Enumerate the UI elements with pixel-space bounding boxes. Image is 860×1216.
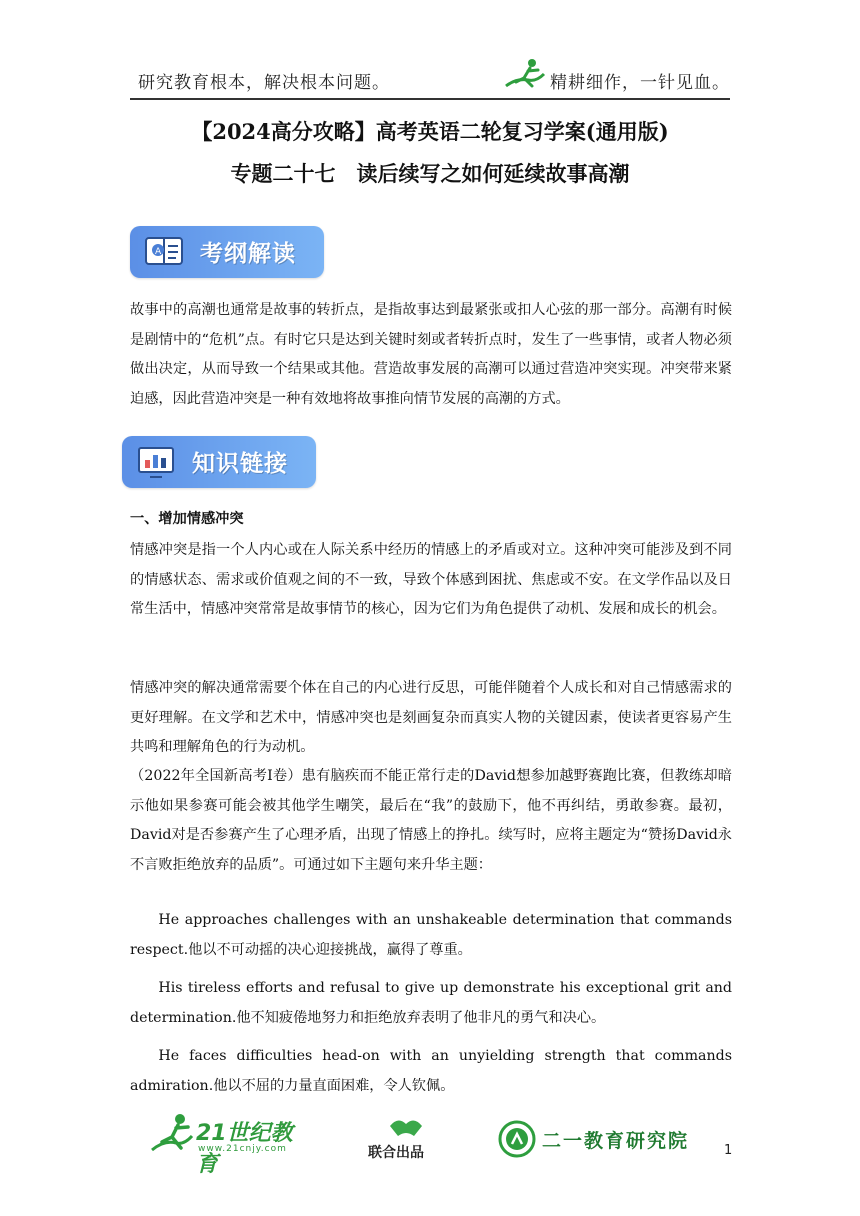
example-sentence-3: He faces difficulties head-on with an unyielding strength that commands admiration.他以不屈的力量直面困难，令人钦佩。 bbox=[130, 1048, 732, 1094]
body-paragraph-2: 情感冲突的解决通常需要个体在自己的内心进行反思，可能伴随着个人成长和对自己情感需求的更好理解。在文学和艺术中，情感冲突也是刻画复杂而真实人物的关键因素，使读者更容易产生共鸣和理解角色的行为动机。 bbox=[130, 680, 732, 755]
footer-logo1-text: 21世纪教育 bbox=[196, 1121, 293, 1177]
header-left-slogan: 研究教育根本，解决根本问题。 bbox=[138, 73, 390, 93]
section-label-kaogang: 考纲解读 bbox=[200, 241, 296, 267]
body-paragraph-1: 情感冲突是指一个人内心或在人际关系中经历的情感上的矛盾或对立。这种冲突可能涉及到不同的情感状态、需求或价值观之间的不一致，导致个体感到困扰、焦虑或不安。在文学作品以及日常生活中，情感冲突常常是故事情节的核心，因为它们为角色提供了动机、发展和成长的机会。 bbox=[130, 542, 732, 617]
section-banner-zhishi bbox=[122, 436, 316, 488]
section-label-zhishi: 知识链接 bbox=[192, 451, 288, 477]
footer-logo1-url: www.21cnjy.com bbox=[198, 1144, 287, 1154]
page-footer bbox=[150, 1110, 740, 1177]
section-banner-kaogang bbox=[130, 226, 324, 278]
runner-logo-icon bbox=[150, 1110, 194, 1158]
footer-logo-21cnjy bbox=[150, 1110, 310, 1177]
footer-logo2-text: 联合出品 bbox=[368, 1145, 424, 1161]
page-number: 1 bbox=[724, 1143, 733, 1158]
header-divider bbox=[130, 98, 730, 100]
handshake-icon bbox=[388, 1114, 424, 1140]
book-icon bbox=[144, 234, 184, 270]
document-title: 【2024高分攻略】高考英语二轮复习学案(通用版) bbox=[191, 119, 669, 144]
page-header bbox=[130, 56, 730, 100]
institute-seal-icon bbox=[498, 1120, 536, 1158]
subheading-emotional-conflict: 一、增加情感冲突 bbox=[130, 511, 244, 527]
footer-logo3-text: 二一教育研究院 bbox=[542, 1130, 690, 1152]
example-sentence-2: His tireless efforts and refusal to give up demonstrate his exceptional grit and determination.他不知疲倦地努力和拒绝放弃表明了他非凡的勇气和决心。 bbox=[130, 980, 732, 1026]
example-sentence-1: He approaches challenges with an unshakeable determination that commands respect.他以不可动摇的决心迎接挑战，赢得了尊重。 bbox=[130, 912, 732, 958]
document-subtitle: 专题二十七 读后续写之如何延续故事高潮 bbox=[230, 161, 630, 186]
body-paragraph-3: （2022年全国新高考I卷）患有脑疾而不能正常行走的David想参加越野赛跑比赛，但教练却暗示他如果参赛可能会被其他学生嘲笑，最后在“我”的鼓励下，他不再纠结，勇敢参赛。最初，David对是否参赛产生了心理矛盾，出现了情感上的挣扎。续写时，应将主题定为“赞扬David永不言败拒绝放弃的品质”。可通过如下主题句来升华主题： bbox=[130, 768, 732, 873]
header-right-slogan: 精耕细作，一针见血。 bbox=[550, 73, 730, 93]
footer-logo-institute bbox=[498, 1120, 708, 1160]
monitor-chart-icon bbox=[136, 444, 176, 480]
svg-text:A: A bbox=[155, 247, 162, 257]
intro-paragraph: 故事中的高潮也通常是故事的转折点，是指故事达到最紧张或扣人心弦的那一部分。高潮有时候是剧情中的“危机”点。有时它只是达到关键时刻或者转折点时，发生了一些事情，或者人物必须做出决定，从而导致一个结果或其他。营造故事发展的高潮可以通过营造冲突实现。冲突带来紧迫感，因此营造冲突是一种有效地将故事推向情节发展的高潮的方式。 bbox=[130, 302, 732, 407]
runner-logo-icon bbox=[502, 56, 548, 96]
footer-logo-joint bbox=[368, 1114, 448, 1166]
